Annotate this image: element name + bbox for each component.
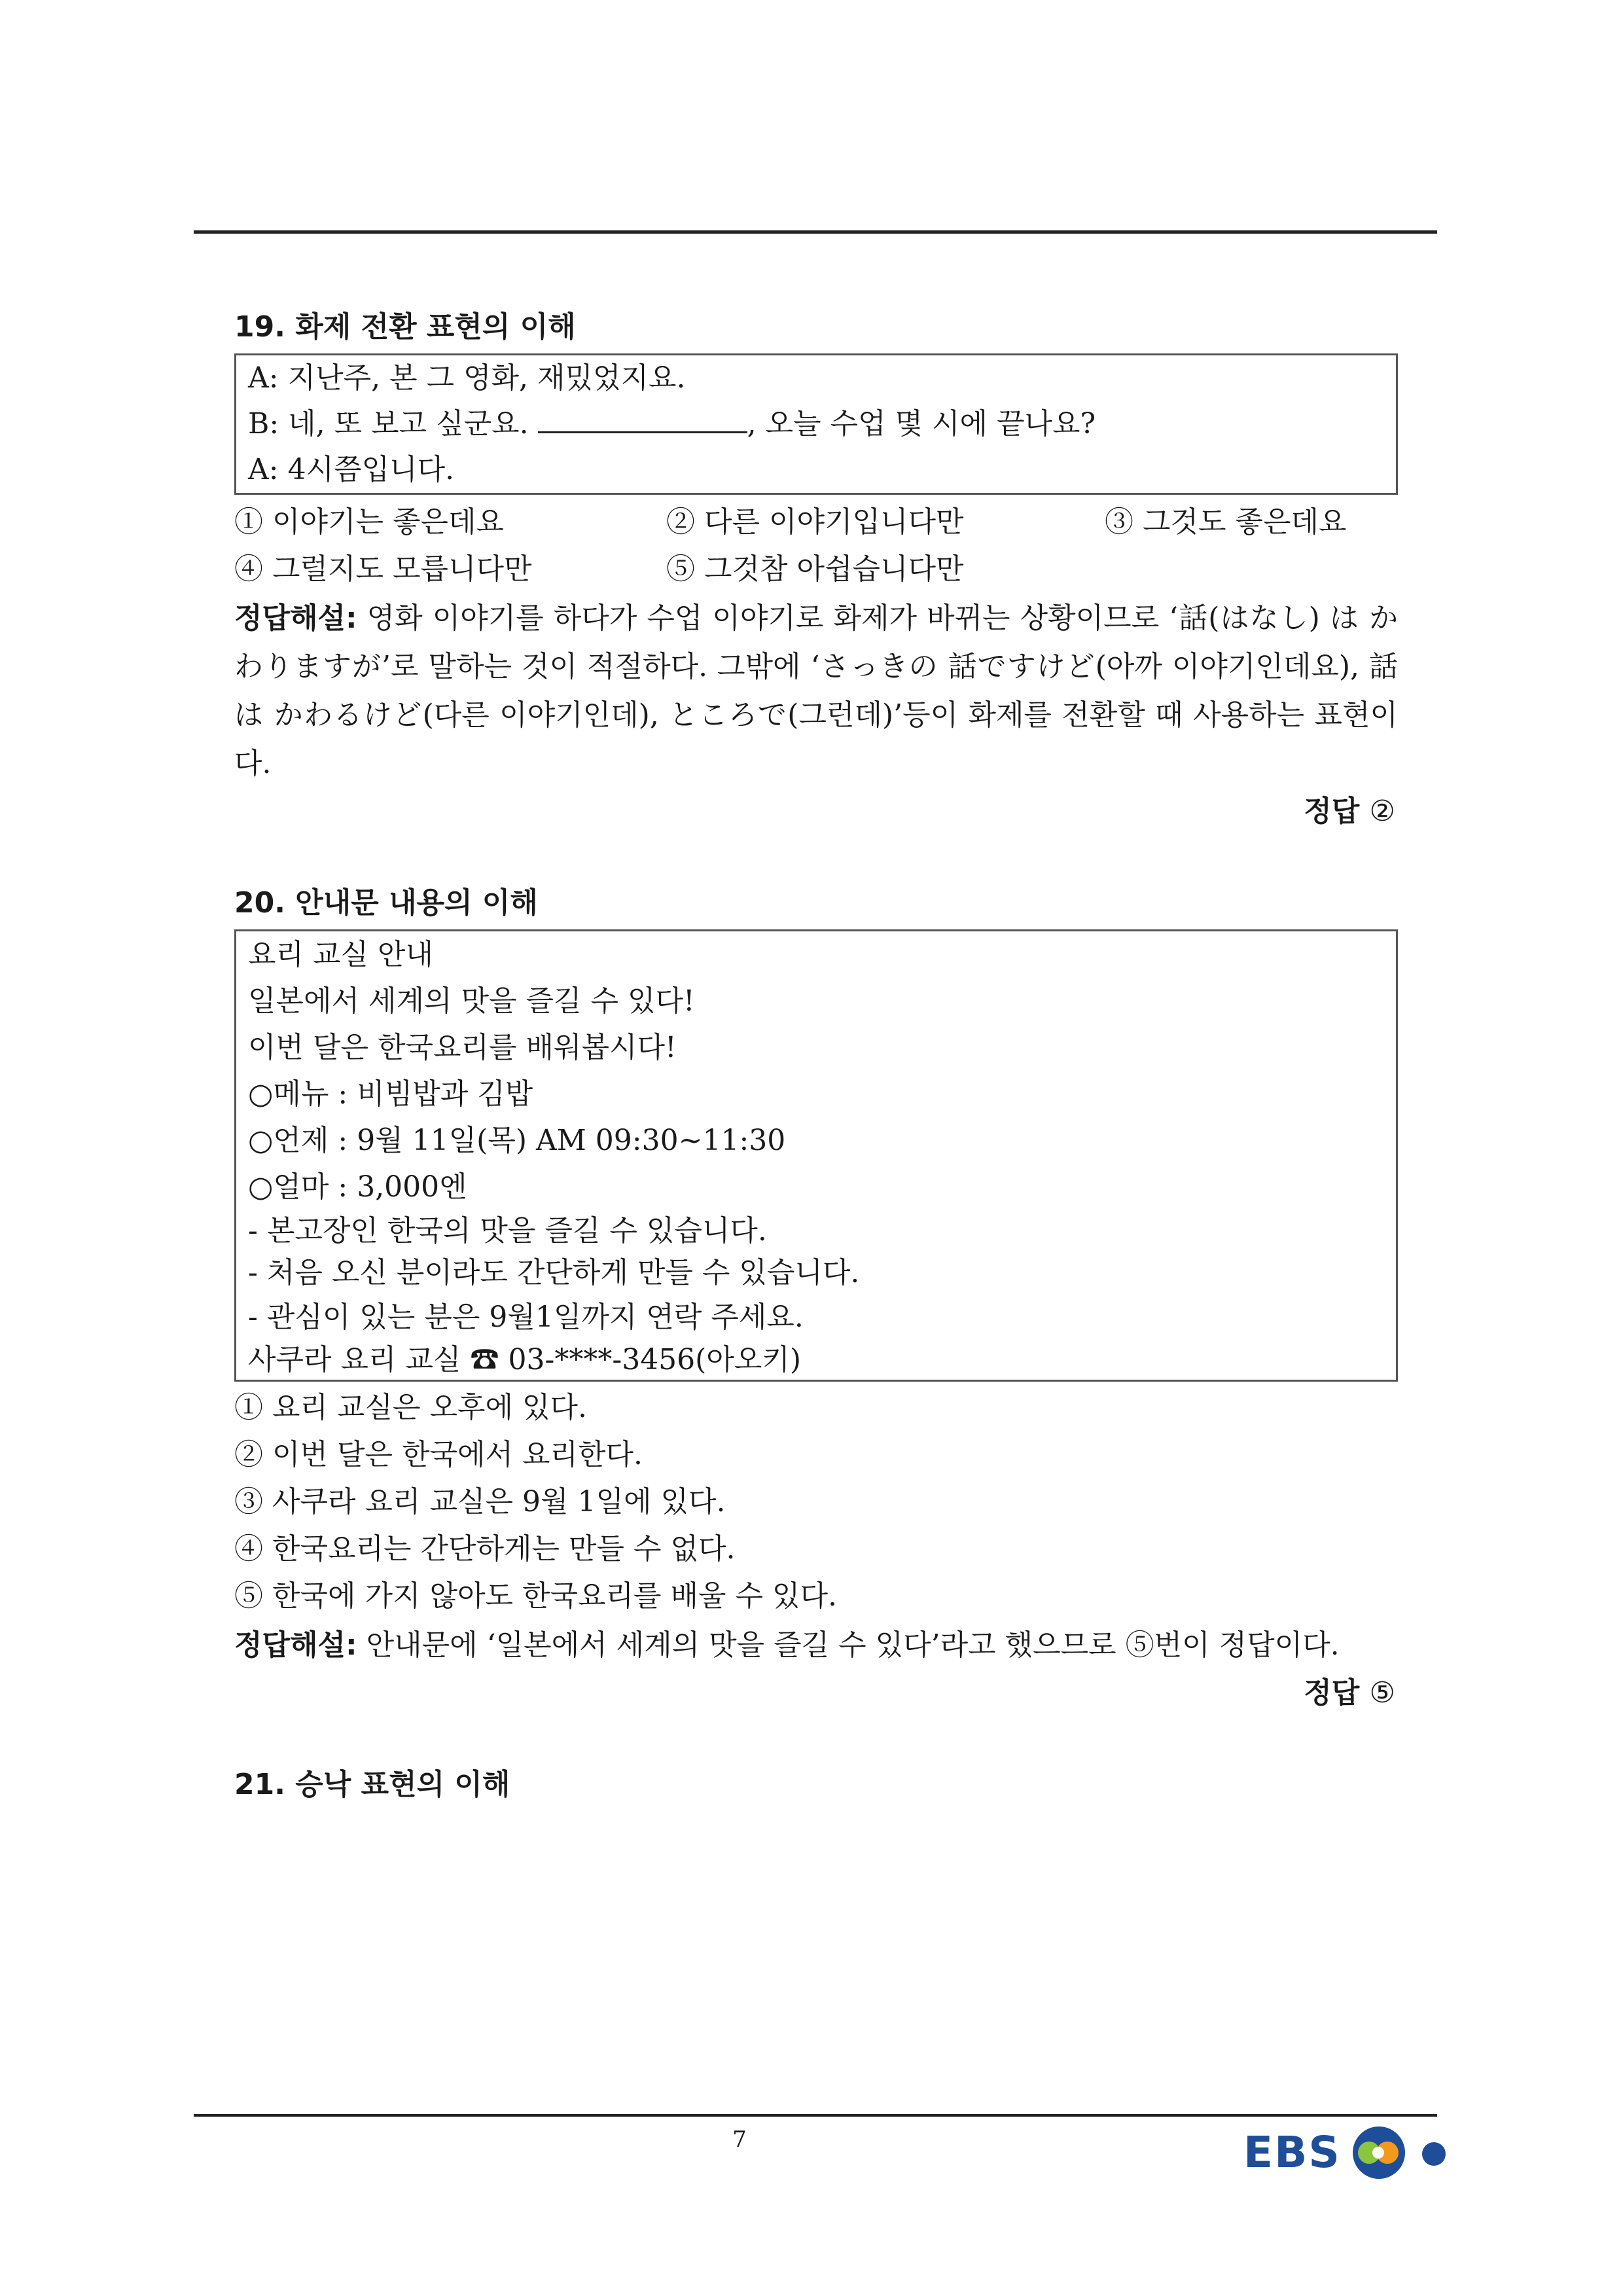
explanation (234, 1621, 1398, 1670)
ebs-logo (1243, 2123, 1465, 2182)
dialogue-box (234, 353, 1398, 495)
dialogue-b-before: B: 네, 또 보고 싶군요. (248, 407, 538, 440)
page-content (234, 308, 1398, 1804)
answer-line (234, 788, 1398, 835)
explanation-text: 영화 이야기를 하다가 수업 이야기로 화제가 바뀌는 상황이므로 ‘話(はなし) は かわりますが’로 말하는 것이 적절하다. 그밖에 ‘さっきの 話ですけど(아까 이야기인데요), 話は かわるけど(다른 이야기인데), ところで(그런데)’등이 화제를 전환할 때 사용하는 표현이다. (234, 601, 1398, 780)
footer-rule (194, 2114, 1437, 2117)
dialogue-line-a2: A: 4시쯤입니다. (248, 453, 455, 486)
question-20 (234, 884, 1398, 1717)
choice-2: ② 이번 달은 한국에서 요리한다. (234, 1438, 643, 1471)
explanation-label: 정답해설: (234, 601, 357, 635)
notice-menu: ○메뉴 : 비빔밥과 김밥 (248, 1077, 533, 1111)
choice-3: ③ 그것도 좋은데요 (1105, 505, 1347, 539)
answer-line (234, 1670, 1398, 1717)
notice-bullet: - 본고장인 한국의 맛을 즐길 수 있습니다. (248, 1214, 767, 1247)
notice-bullet: - 처음 오신 분이라도 간단하게 만들 수 있습니다. (248, 1256, 860, 1289)
notice-when: ○언제 : 9월 11일(목) AM 09:30~11:30 (248, 1124, 786, 1157)
question-20-title: 20. 안내문 내용의 이해 (234, 886, 538, 920)
notice-line: 이번 달은 한국요리를 배워봅시다! (248, 1031, 677, 1064)
page-number: 7 (732, 2126, 747, 2153)
choice-list (234, 1384, 1398, 1620)
choice-2: ② 다른 이야기입니다만 (666, 505, 964, 539)
choice-4: ④ 그럴지도 모릅니다만 (234, 552, 532, 586)
header-rule (194, 230, 1437, 234)
answer-mark: ② (1369, 795, 1395, 828)
notice-price: ○얼마 : 3,000엔 (248, 1170, 467, 1204)
choice-list (234, 499, 1398, 593)
explanation-label: 정답해설: (234, 1628, 357, 1662)
notice-box (234, 929, 1398, 1382)
notice-title: 요리 교실 안내 (248, 938, 433, 971)
question-21-title: 21. 승낙 표현의 이해 (234, 1768, 510, 1801)
answer-mark: ⑤ (1369, 1676, 1395, 1710)
choice-1: ① 이야기는 좋은데요 (234, 505, 505, 539)
notice-line: 일본에서 세계의 맛을 즐길 수 있다! (248, 984, 695, 1018)
explanation (234, 594, 1398, 788)
question-19 (234, 308, 1398, 835)
ebs-logo-mark-icon (1341, 2123, 1465, 2182)
choice-5: ⑤ 한국에 가지 않아도 한국요리를 배울 수 있다. (234, 1579, 837, 1613)
choice-1: ① 요리 교실은 오후에 있다. (234, 1391, 587, 1424)
notice-bullet: - 관심이 있는 분은 9월1일까지 연락 주세요. (248, 1300, 804, 1334)
dialogue-line-a1: A: 지난주, 본 그 영화, 재밌었지요. (248, 361, 686, 395)
notice-contact: 사쿠라 요리 교실 ☎ 03-****-3456(아오키) (248, 1343, 802, 1376)
answer-label: 정답 (1304, 1676, 1360, 1710)
answer-blank (538, 405, 747, 433)
dialogue-b-after: , 오늘 수업 몇 시에 끝나요? (747, 407, 1096, 440)
question-19-title: 19. 화제 전환 표현의 이해 (234, 310, 576, 344)
dialogue-line-b (248, 401, 1384, 447)
ebs-logo-text: EBS (1243, 2127, 1341, 2178)
choice-3: ③ 사쿠라 요리 교실은 9월 1일에 있다. (234, 1485, 726, 1518)
question-21 (234, 1765, 1398, 1804)
explanation-text: 안내문에 ‘일본에서 세계의 맛을 즐길 수 있다’라고 했으므로 ⑤번이 정답이다. (357, 1628, 1340, 1662)
answer-label: 정답 (1304, 795, 1360, 828)
choice-5: ⑤ 그것참 아쉽습니다만 (666, 552, 964, 586)
choice-4: ④ 한국요리는 간단하게는 만들 수 없다. (234, 1532, 736, 1566)
